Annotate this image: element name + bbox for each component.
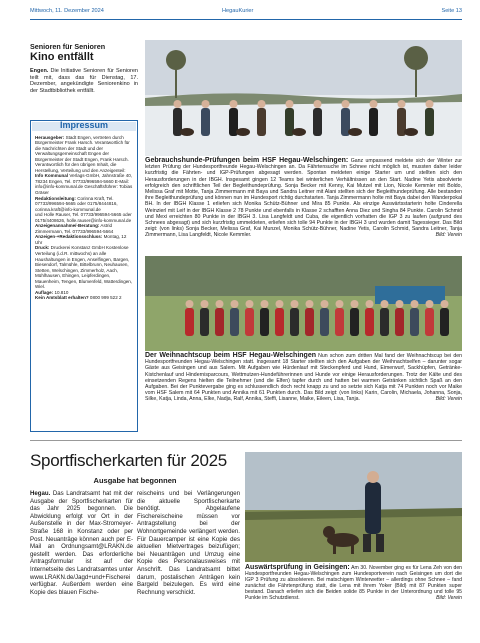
person-silhouette	[215, 308, 224, 336]
impressum-paragraph	[35, 212, 133, 223]
story1-credit: Bild: Verein	[435, 232, 462, 239]
person-head	[246, 300, 254, 308]
impressum-title: Impressum	[32, 122, 136, 131]
person-silhouette	[410, 308, 419, 336]
person-head	[174, 100, 182, 108]
newspaper-name: HegauKurier	[222, 8, 254, 14]
impressum-paragraph	[35, 223, 133, 234]
article-col1-text: Das Landratsamt hat mit der Ausgabe der Sportfischerkarten für das Jahr 2025 begonnen. Die Abwicklung erfolgt vor Ort in der Außenstelle in der Max-Stromeyer-Straße 168 in Konstanz oder per Post. Neuanträge können auch per E-Mail an Ordnungsamt@LRAKN.de gestellt werden. Das erforderliche Antragsformular ist auf der Internetseite des Landratsamtes unter www.LRAKN.de/Jagd+und+Fischerei verfügbar. Außerdem werden eine Kopie des blauen Fische-	[30, 490, 133, 596]
section-divider	[30, 440, 462, 441]
impressum-text: Montag, 12 Uhr	[35, 234, 127, 245]
impressum-body	[35, 135, 133, 301]
article-lead: Hegau.	[30, 490, 51, 497]
person-silhouette	[257, 108, 266, 136]
impressum-paragraph	[35, 162, 133, 173]
dog-silhouette	[292, 128, 306, 136]
person-head	[411, 300, 419, 308]
impressum-text: Verantwortlich für den übrigen Inhalt, die Herstellung, Verteilung und den Anzeigenteil:	[35, 162, 126, 173]
impressum-text: Verlags-GmbH, Jahnstraße 40, 78234 Engen, Tel. 07733/996594-5660 E-Mail: info@info-kommunal.de Geschäftsführer: Tobias Gräser	[35, 173, 133, 196]
person-silhouette	[260, 308, 269, 336]
impressum-label: Kein Amtsblatt erhalten?	[35, 295, 89, 301]
article-column-2: reischeins und bei Verlängerungen die aktuelle Sportfischerkarte benötigt. Abgelaufene Fischereischeine müssen vor Antragstellung bei der Wohnortgemeinde verlängert werden. Für Dauercamper ist eine Kopie des aktuellen Mietvertrages beizufügen; bei Neuanträgen und Umzug eine Kopie des Personalausweises mit Anschrift. Das Landratsamt bittet darum, postalischen Anträgen kein Bargeld beizulegen. Es wird eine Rechnung verschickt.	[137, 490, 240, 596]
story2-credit: Bild: Verein	[435, 396, 462, 403]
person-head	[186, 300, 194, 308]
impressum-text: 0800 999 522 2	[88, 295, 122, 301]
impressum-text: Druckerei Konstanz GmbH Kostenlose Verteilung (i.d.R. mittwochs) an alle Haushaltungen in Engen, Anselfingen, Bargen, Biesendorf, Talmühle, Bittelbrunn, Neuhausen, Stetten, Welschingen, Zimmerholz, Aach, Mühlhausen, Ehingen, Leipferdingen, Mauenheim, Tengen, Blumenfeld, Watterdingen, Wiel.	[35, 245, 133, 290]
photo-weihnachtscup-group	[145, 256, 462, 351]
person-silhouette	[335, 308, 344, 336]
impressum-label: Herausgeber:	[35, 134, 65, 140]
person-head	[216, 300, 224, 308]
snow-field-scene	[145, 40, 462, 156]
person-silhouette	[365, 308, 374, 336]
person-head	[342, 100, 350, 108]
article-title: Sportfischerkarten für 2025	[30, 451, 227, 470]
person-silhouette	[230, 308, 239, 336]
person-head	[366, 300, 374, 308]
story3-credit: Bild: Verein	[436, 595, 462, 602]
story2-text: Nun schon zum dritten Mal fand der Weihnachtscup bei den Hundesportfreunden Hegau-Welschingen statt. Insgesamt 18 Starter stellten sich den Aufgaben der Weihnachtselfen – darunter sogar Gäste aus Geisingen und aus Salem. Mit Aufgaben wie Hürdenlauf mit Steckenpferd und Hund, Eimerwurf, Sackhüpfen, Getränke-Kistchenlauf und Hindernisparcours, Wettmutzen-Hundeführerinnen und Hunde vor einige Herausforderungen. Trotz der Kälte und des einsetzenden Regens hielten die Teilnehmer (und die Elfen) tapfer durch und hatten bei warmen Getränken sichtlich Spaß an den Aufgaben. Bei der Punktevergabe ging es schlussendlich doch recht knapp zu und so setzte sich Katja mit 74 Punkten noch vor Maike vom HSF Salem mit 64 Punkten und Annika mit 61 Punkten durch. Das Bild zeigt: (von links) Karin, Carolin, Michaela, Johanna, Sonja, Silke, Katja, Linda, Anna, Elke, Nadja, Ralf, Annika, Steffi, Lisanne, Maike, Eileen, Lisa, Tanja.	[145, 353, 462, 403]
story2-caption	[145, 353, 462, 403]
impressum-paragraph	[35, 234, 133, 245]
person-silhouette	[395, 308, 404, 336]
dog-silhouette	[348, 128, 362, 136]
story1-headline: Gebrauchshunde-Prüfungen beim HSF Hegau-Welschingen:	[145, 157, 349, 164]
person-head	[351, 300, 359, 308]
person-head	[370, 100, 378, 108]
person-head	[230, 100, 238, 108]
grass-field-scene	[145, 256, 462, 351]
kino-title: Kino entfällt	[30, 51, 94, 63]
story1-text: Ganz umpassend meldete sich der Winter zur letzten Prüfung der Hundesportfreunde Hegau-Welschingen an. Da Fährtensuche im Schnee nicht möglich ist, mussten daher leider kurzfristig die Fährten- und IGP-Prüfungen abgesagt werden. Spontan meldeten einige Starter um und stellten sich den Herausforderungen in der IBGH. Insgesamt gingen 12 Teams bei winterlichen Verhältnissen an den Start. Nadine Yetis absolvierte erfolgreich den schriftlichen Teil der Begleithundeprüfung. Sonja Becker mit Kenny, Kai Mutzel mit Lion, Nicole Kemmler mit Boldo, Melissa Graf mit Motte, Tanja Zimmermann mit Baya und Sandra Leitner mit Alani stellten sich der Begleithundeprüfung. Alle bestanden ihre Begleithundeprüfung und können nun im Hundesport richtig durchstarten. Tanja Zimmermann holte mit Baya dabei den Wanderpokal BH. In der IBGH Klasse 1 erliefen sich Monika Schütz-Bühner und Mira 85 Punkte. Als einzige Auswärtsstarterin holte Cinderella Weinzierl mit Leif in der IBGH Klasse 2 78 Punkte und ebenfalls in Klasse 2 schafften Anna Diez und Singha 84 Punkte. Carolin Schmid und Mexi erreichten 80 Punkte in der IBGH 3. Lisa Langfeldt und Cuba, die eigentlich vorhatten die IGP 3 zu laufen (aufgrund des Schnees abgesagt) und sich kurzfristig ummeldeten, erliefen sich tolle 94 Punkte in der IBGH 3 und wurden damit Tagessieger. Das Bild zeigt: (von links) Sonja Becker, Melissa Graf, Kai Munzel, Monika Schütz-Bühner, Nadine Yetis, Carolin Schmid, Sandra Leitner, Tanja Zimmermann, Lisa Langfeldt, Nicole Kemmler.	[145, 158, 462, 239]
field-scene	[245, 452, 462, 562]
impressum-text: Stadt Engen, vertreten durch Bürgermeister Frank Harsch. Verantwortlich für die Nachrichten der Stadt und der Verwaltungsgemeinschaft Engen der Bürgermeister der Stadt Engen, Frank Harsch.	[35, 134, 130, 162]
person-head	[202, 100, 210, 108]
story3-text: Am 30. November ging es für Lena Zeh von den Hundesportfreunden Hegau-Welschingen zum Hundesportverein nach Geisingen um dort die IGP 3 Prüfung zu absolvieren. Bei matschigem Winterwetter – allerdings ohne Schnee – fand zunächst die Fährtenprüfung statt, die Lena mit ihrem Yoker (Bild) mit 87 Punkten super bestand. Danach erliefen sich die Beiden solide 85 Punkte in der Unterordnung und tolle 95 Punkte im Schutzdienst.	[245, 565, 462, 602]
page-number: Seite 13	[441, 8, 462, 14]
story3-headline: Auswärtsprüfung in Geisingen:	[245, 564, 350, 571]
person-silhouette	[305, 308, 314, 336]
impressum-paragraph	[35, 135, 133, 163]
impressum-label: Auflage:	[35, 289, 54, 295]
person-head	[286, 100, 294, 108]
dog-silhouette	[236, 128, 250, 136]
person-head	[321, 300, 329, 308]
impressum-text: Astrid Zimmermann, Tel. 07733/996594-5664	[35, 223, 114, 234]
person-head	[396, 300, 404, 308]
person-silhouette	[425, 308, 434, 336]
person-head	[231, 300, 239, 308]
impressum-paragraph	[35, 196, 133, 213]
article-subtitle: Ausgabe hat begonnen	[93, 476, 177, 485]
person-silhouette	[369, 108, 378, 136]
issue-date: Mittwoch, 11. Dezember 2024	[30, 8, 104, 14]
impressum-label: Anzeigen-+Redaktionsschluss:	[35, 234, 103, 240]
impressum-label: Redaktionsleitung:	[35, 195, 76, 201]
person-head	[276, 300, 284, 308]
impressum-text: Corinna Kraft, Tel. 07733/996594-5665 oder 0175/8444816, corinna.kraft@info-kommunal.de	[35, 195, 118, 212]
impressum-text: und Holle Rauser, Tel. 07733/996594-5665 oder 0175/4408626, holle.rauser@info-kommunal.de	[35, 212, 132, 223]
person-head	[261, 300, 269, 308]
person-silhouette	[200, 308, 209, 336]
person-silhouette	[201, 108, 210, 136]
person-silhouette	[380, 308, 389, 336]
person-silhouette	[440, 308, 449, 336]
story3-caption	[245, 565, 462, 602]
impressum-paragraph	[35, 245, 133, 289]
person-silhouette	[425, 108, 434, 136]
impressum-text: 10.810	[53, 289, 69, 295]
kino-body	[30, 68, 138, 94]
person-head	[201, 300, 209, 308]
person-head	[306, 300, 314, 308]
person-head	[381, 300, 389, 308]
impressum-label: Druck:	[35, 245, 50, 251]
kino-kicker: Senioren für Senioren	[30, 42, 106, 51]
person-head	[426, 300, 434, 308]
person-silhouette	[313, 108, 322, 136]
impressum-box	[30, 120, 138, 432]
person-silhouette	[185, 308, 194, 336]
person-head	[426, 100, 434, 108]
page-header	[30, 8, 462, 18]
kino-lead: Engen.	[30, 68, 49, 74]
photo-dog-training-group	[145, 40, 462, 156]
person-silhouette	[350, 308, 359, 336]
person-silhouette	[275, 308, 284, 336]
kino-text: Die Initiative Senioren für Senioren teilt mit, dass das für Dienstag, 17. Dezember, angekündigte Seniorenkino in der Stadtbibliothek entfällt.	[30, 68, 138, 94]
story2-headline: Der Weihnachtscup beim HSF Hegau-Welschingen	[145, 352, 316, 359]
impressum-paragraph	[35, 295, 133, 301]
photo-woman-with-dog	[245, 452, 462, 562]
person-head	[291, 300, 299, 308]
person-head	[398, 100, 406, 108]
person-head	[258, 100, 266, 108]
impressum-label: Info Kommunal	[35, 173, 69, 179]
person-head	[336, 300, 344, 308]
article-column-1	[30, 490, 133, 596]
person-silhouette	[320, 308, 329, 336]
person-silhouette	[245, 308, 254, 336]
story1-caption	[145, 158, 462, 239]
person-silhouette	[290, 308, 299, 336]
impressum-label: Anzeigenannahme/-Beratung:	[35, 223, 100, 229]
dog-silhouette	[180, 128, 194, 136]
person-head	[314, 100, 322, 108]
person-head	[441, 300, 449, 308]
header-rule	[30, 19, 462, 20]
impressum-paragraph	[35, 173, 133, 195]
dog-silhouette	[404, 128, 418, 136]
